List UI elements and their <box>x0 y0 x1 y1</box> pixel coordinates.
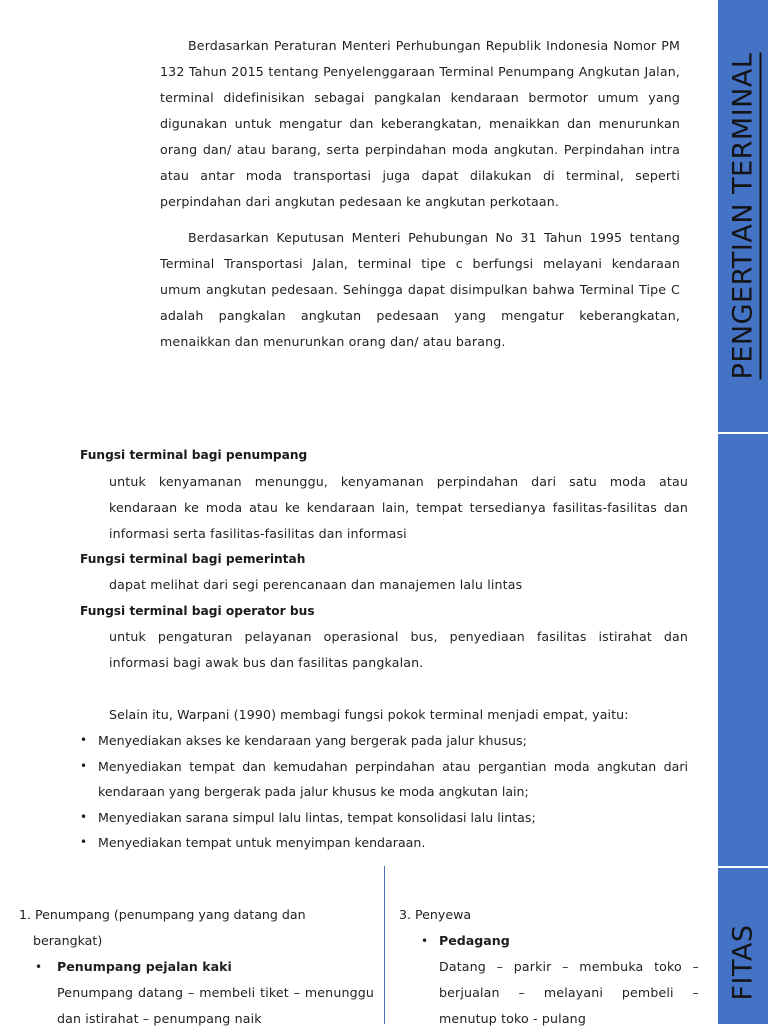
aktivitas-right-sub-heading: Pedagang <box>439 933 510 948</box>
tab-fungsi-terminal[interactable] <box>718 434 768 866</box>
heading-fungsi-pemerintah: Fungsi terminal bagi pemerintah <box>80 552 306 566</box>
tab-pengertian-terminal[interactable] <box>718 0 768 432</box>
warpani-intro-block <box>109 702 688 728</box>
tab-aktivitas-label: FITAS <box>727 924 759 1001</box>
heading-fungsi-operator: Fungsi terminal bagi operator bus <box>80 604 315 618</box>
bullet-icon: • <box>35 960 43 974</box>
section-sidebar <box>718 0 768 1024</box>
fungsi-penumpang-text: untuk kenyamanan menunggu, kenyamanan perpindahan dari satu moda atau kendaraan ke moda atau ke kendaraan lain, tempat tersedianya fasilitas-fasilitas dan informasi serta fasilitas-fasilitas dan informasi <box>109 474 688 541</box>
fungsi-operator-block <box>109 624 688 676</box>
tab-aktivitas[interactable] <box>718 868 768 1024</box>
list-item: • Menyediakan tempat dan kemudahan perpindahan atau pergantian moda angkutan dari kendaraan yang bergerak pada jalur khusus ke moda angkutan lain; <box>80 754 688 805</box>
bullet-icon: • <box>421 934 429 948</box>
aktivitas-item-1-line-2: berangkat) <box>33 933 103 948</box>
list-item: • Menyediakan tempat untuk menyimpan kendaraan. <box>80 830 688 856</box>
aktivitas-item-1-line-1: 1. Penumpang (penumpang yang datang dan <box>19 907 306 922</box>
aktivitas-left-sub-text: Penumpang datang – membeli tiket – menunggu dan istirahat – penumpang naik <box>57 985 374 1026</box>
heading-fungsi-penumpang: Fungsi terminal bagi penumpang <box>80 448 308 462</box>
aktivitas-sub-item <box>19 954 374 980</box>
column-divider <box>384 866 385 1024</box>
aktivitas-left-sub-heading: Penumpang pejalan kaki <box>57 959 232 974</box>
list-item: • Menyediakan sarana simpul lalu lintas, tempat konsolidasi lalu lintas; <box>80 805 688 831</box>
aktivitas-left-column <box>19 902 374 1032</box>
fungsi-penumpang-block <box>109 469 688 547</box>
aktivitas-right-sub-text: Datang – parkir – membuka toko – berjualan – melayani pembeli – menutup toko - pulang <box>439 959 699 1026</box>
warpani-intro: Selain itu, Warpani (1990) membagi fungsi pokok terminal menjadi empat, yaitu: <box>109 707 629 722</box>
aktivitas-item-3: 3. Penyewa <box>399 907 472 922</box>
list-item: • Menyediakan akses ke kendaraan yang bergerak pada jalur khusus; <box>80 728 688 754</box>
aktivitas-right-column <box>399 902 699 1032</box>
tab-pengertian-label: PENGERTIAN TERMINAL <box>728 53 762 380</box>
warpani-list <box>80 728 688 856</box>
fungsi-operator-text: untuk pengaturan pelayanan operasional bus, penyediaan fasilitas istirahat dan informasi bagi awak bus dan fasilitas pangkalan. <box>109 629 688 670</box>
pengertian-section <box>160 33 680 355</box>
pengertian-paragraph-1: Berdasarkan Peraturan Menteri Perhubungan Republik Indonesia Nomor PM 132 Tahun 2015 tentang Penyelenggaraan Terminal Penumpang Angkutan Jalan, terminal didefinisikan sebagai pangkalan kendaraan bermotor umum yang digunakan untuk mengatur dan keberangkatan, menaikkan dan menurunkan orang dan/ atau barang, serta perpindahan moda angkutan. Perpindahan intra atau antar moda transportasi juga dapat dilakukan di terminal, seperti perpindahan dari angkutan pedesaan ke angkutan perkotaan. <box>160 38 680 209</box>
aktivitas-sub-item <box>399 928 699 954</box>
pengertian-paragraph-2: Berdasarkan Keputusan Menteri Pehubungan No 31 Tahun 1995 tentang Terminal Transportasi Jalan, terminal tipe c berfungsi melayani kendaraan umum angkutan pedesaan. Sehingga dapat disimpulkan bahwa Terminal Tipe C adalah pangkalan angkutan pedesaan yang mengatur keberangkatan, menaikkan dan menurunkan orang dan/ atau barang. <box>160 230 680 349</box>
fungsi-pemerintah-block <box>109 572 688 598</box>
fungsi-pemerintah-text: dapat melihat dari segi perencanaan dan manajemen lalu lintas <box>109 577 523 592</box>
